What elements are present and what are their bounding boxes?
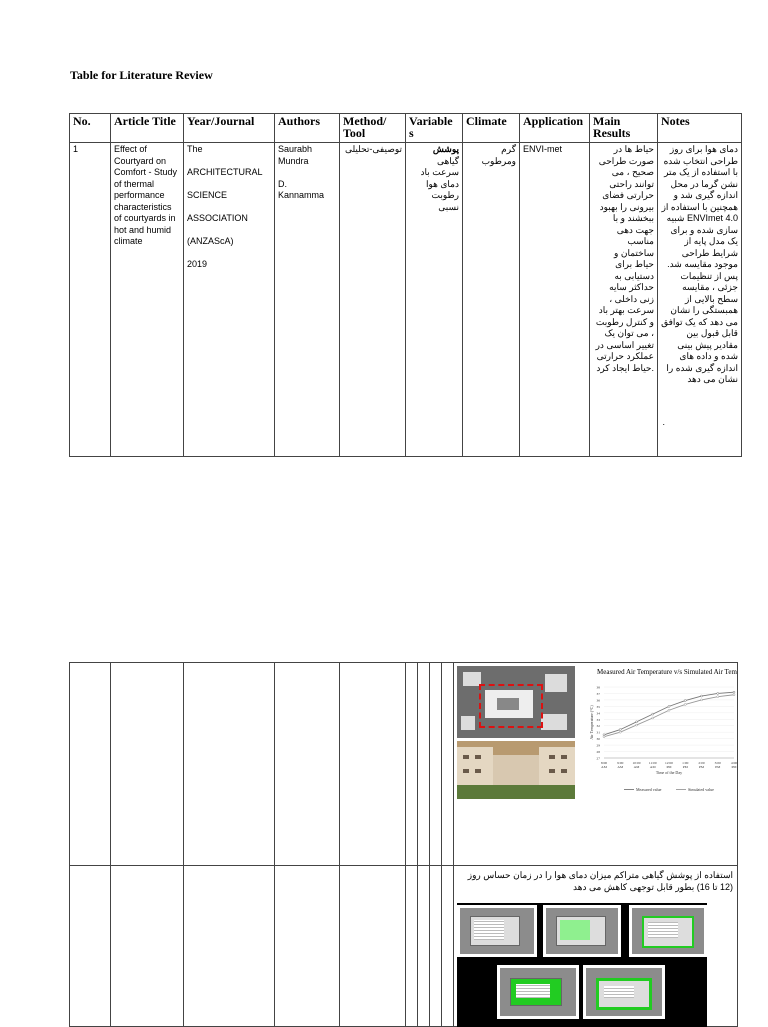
x-tick-label: PM [731, 765, 737, 769]
empty-cell [430, 866, 442, 1027]
scenario-map [583, 965, 665, 1019]
y-tick-label: 37 [596, 691, 600, 696]
data-point [684, 700, 686, 702]
data-point [701, 699, 703, 701]
x-tick-label: AM [633, 765, 640, 769]
empty-cell [406, 866, 418, 1027]
empty-cell [418, 866, 430, 1027]
document-title: Table for Literature Review [70, 68, 213, 82]
header-article-title: Article Title [111, 114, 184, 143]
x-tick-label: 8:00 [600, 761, 608, 765]
journal-line: ARCHITECTURAL [187, 167, 263, 177]
empty-cell [275, 866, 340, 1027]
temperature-chart [586, 663, 736, 798]
table-row [70, 866, 738, 1027]
header-row [70, 114, 742, 143]
y-tick-label: 30 [596, 737, 600, 742]
legend-label: Measured value [636, 787, 662, 792]
empty-cell [340, 663, 406, 866]
scenario-map [629, 905, 707, 957]
empty-cell [70, 866, 111, 1027]
cell-article-title: Effect of Courtyard on Comfort - Study of thermal performance characteristics of courtyards in hot and humid climate [111, 143, 184, 457]
empty-cell [275, 663, 340, 866]
x-tick-label: 4:00 [730, 761, 738, 765]
simulation-cell [454, 866, 738, 1027]
y-tick-label: 38 [596, 685, 600, 690]
data-point [636, 721, 638, 723]
data-point [652, 717, 654, 719]
data-point [733, 694, 735, 696]
data-point [636, 724, 638, 726]
y-tick-label: 36 [596, 698, 600, 703]
author-line [278, 167, 336, 179]
empty-cell [406, 663, 418, 866]
x-tick-label: 12:00 [665, 761, 673, 765]
x-tick-label: AM [601, 765, 607, 769]
x-tick-label: 3:00 [714, 761, 721, 765]
cell-method: توصیفی-تحلیلی [340, 143, 406, 457]
data-point [717, 692, 719, 694]
y-tick-label: 33 [596, 717, 600, 722]
journal-line: The [187, 144, 203, 154]
empty-cell [70, 663, 111, 866]
empty-cell [184, 663, 275, 866]
x-tick-label: 2:00 [698, 761, 705, 765]
cell-application: ENVI-met [520, 143, 590, 457]
series-line [604, 695, 734, 737]
header-application: Application [520, 114, 590, 143]
author-line: Saurabh [278, 144, 313, 154]
empty-cell [340, 866, 406, 1027]
site-boundary [479, 684, 543, 728]
y-tick-label: 32 [596, 724, 600, 729]
chart-title: Measured Air Temperature v/s Simulated Air Tem [597, 668, 737, 676]
journal-line: ASSOCIATION [187, 213, 248, 223]
author-line: Kannamma [278, 190, 325, 200]
header-variables: Variable s [406, 114, 463, 143]
scenario-map [543, 905, 621, 957]
cell-no: 1 [70, 143, 111, 457]
header-year-journal: Year/Journal [184, 114, 275, 143]
x-tick-label: 9:00 [617, 761, 624, 765]
aerial-site-image [457, 666, 575, 738]
table-row [70, 143, 742, 457]
data-point [619, 729, 621, 731]
notes-text: دمای هوا برای روز طراحی انتخاب شده با استفاده از یک متر نشن گرما در محل اندازه گیری شد و همچنین با استفاده از ENVImet 4.0 شبیه سازی شده و برای یک مدل پایه از شرایط طراحی موجود مقایسه شد. پس از تنظیمات جزئی ، مقایسه سطح بالایی از همبستگی را نشان می دهد که یک توافق قابل قبول بین مقادیر پیش بینی شده و داده های اندازه گیری شده را نشان می دهد [661, 144, 738, 384]
notes-dot: . [662, 416, 665, 427]
simulation-scenarios [457, 903, 707, 1027]
y-tick-label: 34 [596, 711, 600, 716]
header-no: No. [70, 114, 111, 143]
empty-cell [418, 663, 430, 866]
variables-bold: پوشش [432, 144, 459, 154]
literature-table [69, 113, 742, 457]
courtyard-photo [457, 741, 575, 799]
journal-line: SCIENCE [187, 190, 228, 200]
header-method: Method/ Tool [340, 114, 406, 143]
x-tick-label: PM [715, 765, 721, 769]
data-point [652, 713, 654, 715]
empty-cell [111, 866, 184, 1027]
continuation-table [69, 662, 738, 1027]
journal-line: 2019 [187, 259, 208, 269]
x-tick-label: 10:00 [632, 761, 641, 765]
author-line: Mundra [278, 155, 309, 166]
table-row [70, 663, 738, 866]
empty-cell [111, 663, 184, 866]
empty-cell [184, 866, 275, 1027]
empty-cell [442, 866, 454, 1027]
series-line [604, 692, 734, 735]
x-tick-label: AM [617, 765, 624, 769]
variables-text: گیاهی سرعت باد دمای هوا رطوبت نسبی [420, 155, 459, 212]
data-point [733, 691, 735, 693]
cell-main-results: حیاط ها در صورت طراحی صحیح ، می توانند راحتی حرارتی فضای بیرونی را بهبود ببخشند و با جهت دهی مناسب ساختمان و حیاط برای دستیابی به حداکثر سایه زنی داخلی ، سرعت بهتر باد و کنترل رطوبت ، می توان یک تغییر اساسی در عملکرد حرارتی .حیاط ایجاد کرد [590, 143, 658, 457]
cell-year-journal [184, 143, 275, 457]
x-axis-label: Time of the Day [655, 770, 683, 775]
empty-cell [442, 663, 454, 866]
y-axis-label: Air Temperature (°C) [589, 705, 594, 740]
cell-climate: گرم ومرطوب [463, 143, 520, 457]
figure-cell [454, 663, 738, 866]
header-authors: Authors [275, 114, 340, 143]
legend-label: Simulated value [688, 787, 714, 792]
header-climate: Climate [463, 114, 520, 143]
y-tick-label: 35 [596, 704, 600, 709]
x-tick-label: PM [666, 765, 672, 769]
scenario-map [497, 965, 579, 1019]
x-tick-label: PM [682, 765, 688, 769]
author-line: D. [278, 178, 287, 189]
header-notes: Notes [658, 114, 742, 143]
journal-line: (ANZAScA) [187, 236, 234, 246]
data-point [701, 695, 703, 697]
data-point [668, 709, 670, 711]
scenario-map [457, 905, 537, 957]
chart-svg [586, 663, 736, 798]
header-main-results: Main Results [590, 114, 658, 143]
y-tick-label: 27 [596, 756, 600, 761]
y-tick-label: 29 [596, 743, 600, 748]
cell-variables [406, 143, 463, 457]
cell-notes [658, 143, 742, 457]
data-point [717, 696, 719, 698]
data-point [619, 731, 621, 733]
y-tick-label: 31 [596, 730, 600, 735]
empty-cell [430, 663, 442, 866]
x-tick-label: PM [698, 765, 705, 769]
vegetation-caption: استفاده از پوشش گیاهی متراکم میزان دمای هوا را در زمان حساس روز (12 تا 16) بطور قابل توجهی کاهش می دهد [467, 870, 733, 892]
data-point [603, 736, 605, 738]
cell-authors [275, 143, 340, 457]
data-point [684, 703, 686, 705]
x-tick-label: 11:00 [648, 761, 657, 765]
data-point [668, 705, 670, 707]
x-tick-label: 1:00 [682, 761, 689, 765]
x-tick-label: AM [649, 765, 656, 769]
y-tick-label: 28 [596, 750, 600, 755]
